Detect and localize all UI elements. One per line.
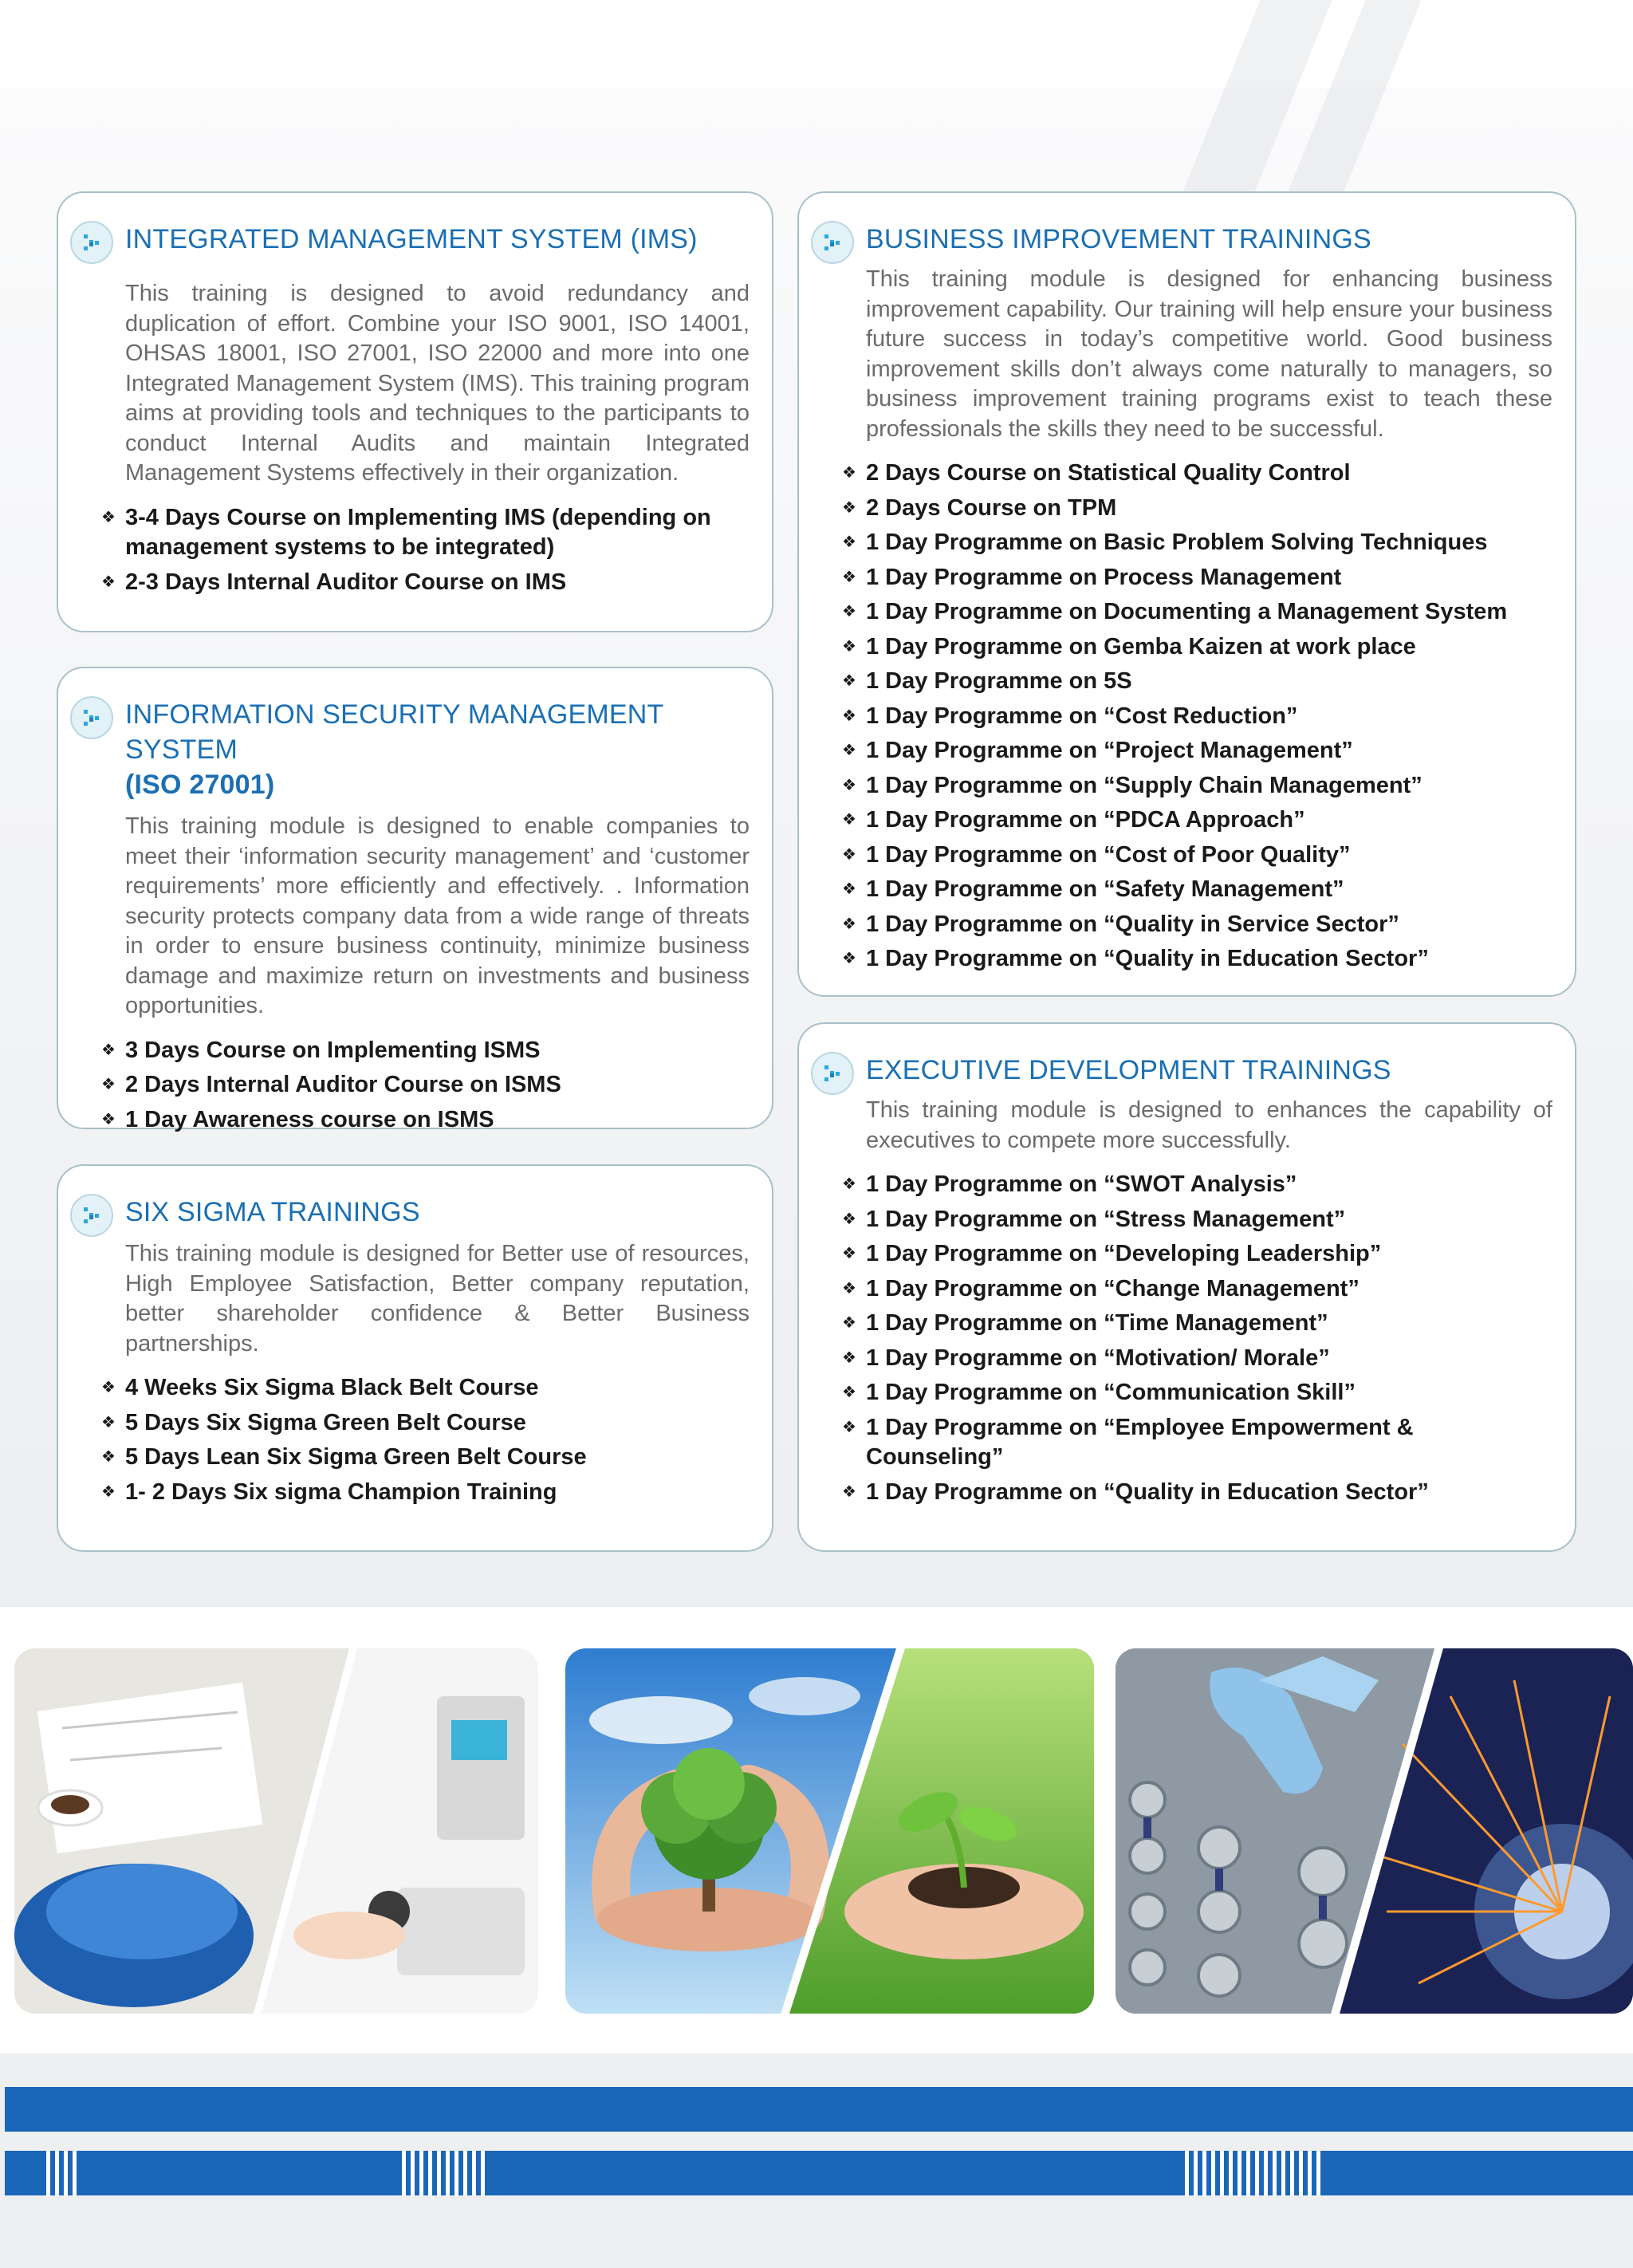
engineering-desk-photo — [14, 1648, 538, 2014]
list-item: ❖ 1 Day Programme on Documenting a Management System — [866, 597, 1552, 628]
isms-card — [57, 667, 773, 1132]
list-item: ❖ 1 Day Programme on “Stress Management” — [866, 1205, 1552, 1235]
list-item: ❖ 2-3 Days Internal Auditor Course on IMS — [125, 568, 750, 598]
list-item: ❖ 2 Days Internal Auditor Course on ISMS — [125, 1070, 750, 1101]
list-item: ❖ 5 Days Six Sigma Green Belt Course — [125, 1408, 750, 1439]
diamond-bullet-icon: ❖ — [101, 1076, 116, 1093]
diamond-bullet-icon: ❖ — [842, 1175, 856, 1193]
list-item: ❖ 1 Day Programme on “Project Management” — [866, 736, 1552, 766]
diamond-bullet-icon: ❖ — [842, 498, 856, 517]
list-item: ❖ 1 Day Programme on 5S — [866, 667, 1552, 697]
diamond-bullet-icon: ❖ — [842, 707, 856, 725]
barcode-decoration — [46, 2151, 77, 2195]
list-item: ❖ 3 Days Course on Implementing ISMS — [125, 1036, 750, 1066]
diamond-bullet-icon: ❖ — [842, 1245, 856, 1262]
list-item: ❖ 3-4 Days Course on Implementing IMS (depending on management systems to be integrated) — [101, 504, 711, 560]
industrial-welding-photo — [1116, 1648, 1633, 2014]
diamond-bullet-icon: ❖ — [842, 1279, 856, 1297]
list-item: ❖ 1 Day Programme on Basic Problem Solving Techniques — [866, 528, 1552, 558]
diamond-bullet-icon: ❖ — [101, 1110, 116, 1128]
six-sigma-course-list — [101, 1373, 750, 1507]
diamond-bullet-icon: ❖ — [842, 880, 856, 898]
diamond-bullet-icon: ❖ — [842, 776, 856, 794]
list-item: ❖ 1 Day Programme on “Communication Skill” — [866, 1378, 1552, 1408]
business-improvement-card — [797, 191, 1576, 997]
six-sigma-card — [57, 1164, 773, 1552]
isms-subtitle: (ISO 27001) — [125, 770, 275, 800]
list-item: ❖ 1 Day Programme on “Quality in Education Sector” — [866, 944, 1552, 975]
ims-card — [57, 191, 773, 632]
list-item: ❖ 1 Day Programme on “Supply Chain Management” — [866, 771, 1552, 801]
list-item: ❖ 1 Day Programme on “Change Management” — [866, 1274, 1552, 1305]
diamond-bullet-icon: ❖ — [842, 845, 856, 864]
list-item: ❖ 1 Day Programme on “Motivation/ Morale” — [866, 1344, 1552, 1374]
list-item: ❖ 1 Day Programme on “Quality in Education Sector” — [866, 1478, 1552, 1508]
footer-blue-band — [5, 2087, 1633, 2132]
executive-development-description: This training module is designed to enhances the capability of executives to compete more successfully. — [866, 1097, 1552, 1153]
list-item: ❖ 1 Day Programme on “Developing Leadership” — [866, 1239, 1552, 1270]
arrow-bullet-icon — [69, 1193, 114, 1238]
list-item: ❖ 1 Day Programme on “SWOT Analysis” — [866, 1170, 1552, 1200]
footer-blue-band — [5, 2151, 1633, 2195]
diamond-bullet-icon: ❖ — [842, 464, 856, 482]
diamond-bullet-icon: ❖ — [101, 1041, 116, 1059]
barcode-decoration — [1185, 2151, 1320, 2195]
diamond-bullet-icon: ❖ — [842, 568, 856, 586]
list-item: ❖ 1 Day Programme on “Safety Management” — [866, 875, 1552, 905]
business-improvement-title: BUSINESS IMPROVEMENT TRAININGS — [866, 224, 1371, 254]
diamond-bullet-icon: ❖ — [842, 534, 856, 551]
isms-description: This training module is designed to enable companies to meet their ‘information security management’ and ‘customer requirements’ more efficiently and effectively. . Information security protects company data from a wide range of threats in order to ensure business continuity, minimize business damage and maximize return on investments and business opportunities. — [125, 813, 750, 1018]
diamond-bullet-icon: ❖ — [842, 603, 856, 620]
diamond-bullet-icon: ❖ — [842, 637, 856, 656]
diamond-bullet-icon: ❖ — [842, 811, 856, 829]
list-item: ❖ 1 Day Programme on “Quality in Service Sector” — [866, 910, 1552, 940]
list-item: ❖ 1 Day Programme on “Employee Empowerment & Counseling” — [842, 1414, 1414, 1470]
diamond-bullet-icon: ❖ — [842, 1349, 856, 1367]
diamond-bullet-icon: ❖ — [101, 508, 116, 526]
ims-course-list — [101, 503, 750, 598]
diamond-bullet-icon: ❖ — [842, 672, 856, 690]
list-item: ❖ 2 Days Course on Statistical Quality Control — [866, 459, 1552, 489]
list-item: ❖ 5 Days Lean Six Sigma Green Belt Course — [125, 1443, 750, 1473]
list-item: ❖ 1 Day Programme on “Cost of Poor Quality” — [866, 841, 1552, 871]
list-item: ❖ 2 Days Course on TPM — [866, 494, 1552, 524]
diamond-bullet-icon: ❖ — [842, 1314, 856, 1332]
list-item: ❖ 1- 2 Days Six sigma Champion Training — [125, 1478, 750, 1508]
list-item: ❖ 1 Day Awareness course on ISMS — [125, 1105, 750, 1136]
list-item: ❖ 1 Day Programme on “Time Management” — [866, 1309, 1552, 1339]
diamond-bullet-icon: ❖ — [842, 1418, 856, 1436]
list-item: ❖ 1 Day Programme on Gemba Kaizen at work place — [866, 632, 1552, 663]
diamond-bullet-icon: ❖ — [101, 573, 116, 591]
arrow-bullet-icon — [810, 220, 855, 265]
diamond-bullet-icon: ❖ — [842, 1384, 856, 1401]
diamond-bullet-icon: ❖ — [842, 1210, 856, 1228]
diamond-bullet-icon: ❖ — [842, 1482, 856, 1501]
isms-course-list — [101, 1036, 750, 1136]
business-improvement-description: This training module is designed for enhancing business improvement capability. Our training will help ensure your business future success in today’s competitive world. Good business improvement skills don’t always come naturally to managers, so business improvement training programs exist to teach these professionals the skills they need to be successful. — [866, 266, 1552, 442]
business-improvement-course-list — [842, 459, 1552, 975]
executive-development-card — [797, 1022, 1576, 1552]
executive-development-course-list — [842, 1170, 1552, 1507]
list-item: ❖ 1 Day Programme on “PDCA Approach” — [866, 805, 1552, 836]
list-item: ❖ 1 Day Programme on “Cost Reduction” — [866, 702, 1552, 732]
diamond-bullet-icon: ❖ — [101, 1379, 116, 1396]
barcode-decoration — [402, 2151, 485, 2195]
diamond-bullet-icon: ❖ — [101, 1413, 116, 1431]
isms-title: INFORMATION SECURITY MANAGEMENT SYSTEM (ISO 27001) — [125, 697, 750, 802]
arrow-bullet-icon — [69, 695, 114, 740]
diamond-bullet-icon: ❖ — [101, 1482, 116, 1501]
ims-description: This training is designed to avoid redundancy and duplication of effort. Combine your ISO 9001, ISO 14001, OHSAS 18001, ISO 27001, ISO 22000 and more into one Integrated Management System (IMS). This training program aims at providing tools and techniques to the participants to conduct Internal Audits and maintain Integrated Management Systems effectively in their organization. — [125, 281, 750, 486]
diamond-bullet-icon: ❖ — [842, 950, 856, 967]
executive-development-title: EXECUTIVE DEVELOPMENT TRAININGS — [866, 1055, 1391, 1085]
six-sigma-description: This training module is designed for Better use of resources, High Employee Satisfaction, Better company reputation, better shareholder confidence & Better Business partnerships. — [125, 1241, 750, 1356]
list-item: ❖ 1 Day Programme on Process Management — [866, 563, 1552, 593]
ims-title: INTEGRATED MANAGEMENT SYSTEM (IMS) — [125, 224, 698, 254]
diamond-bullet-icon: ❖ — [842, 915, 856, 933]
diamond-bullet-icon: ❖ — [842, 742, 856, 759]
arrow-bullet-icon — [810, 1051, 855, 1096]
arrow-bullet-icon — [69, 220, 114, 265]
list-item: ❖ 4 Weeks Six Sigma Black Belt Course — [125, 1373, 750, 1404]
six-sigma-title: SIX SIGMA TRAININGS — [125, 1197, 420, 1227]
diamond-bullet-icon: ❖ — [101, 1448, 116, 1466]
environment-tree-photo — [565, 1648, 1094, 2014]
